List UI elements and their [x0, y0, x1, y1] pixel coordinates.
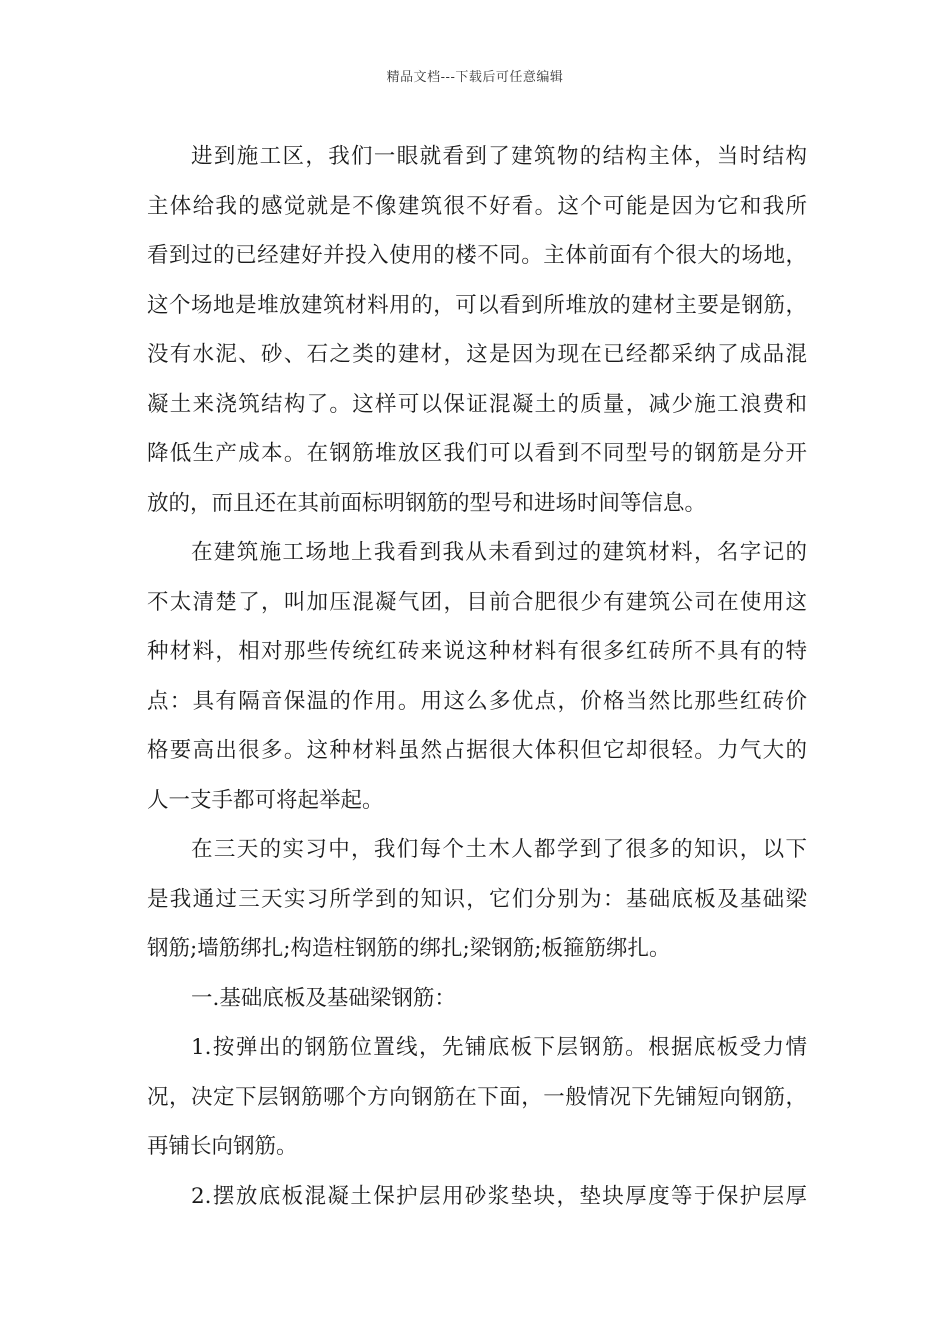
text-line: 放的，而且还在其前面标明钢筋的型号和进场时间等信息。: [147, 490, 707, 516]
text-line: 格要高出很多。这种材料虽然占据很大体积但它却很轻。力气大的: [147, 738, 807, 763]
text-line: 人一支手都可将起举起。: [147, 787, 384, 813]
text-line: 钢筋;墙筋绑扎;构造柱钢筋的绑扎;梁钢筋;板箍筋绑扎。: [147, 936, 671, 961]
text-line: 这个场地是堆放建筑材料用的，可以看到所堆放的建材主要是钢筋，: [147, 292, 807, 318]
text-line: 凝土来浇筑结构了。这样可以保证混凝土的质量，减少施工浪费和: [147, 391, 807, 417]
text-line: 降低生产成本。在钢筋堆放区我们可以看到不同型号的钢筋是分开: [147, 441, 807, 466]
text-line: 看到过的已经建好并投入使用的楼不同。主体前面有个很大的场地，: [147, 243, 807, 268]
text-line: 况，决定下层钢筋哪个方向钢筋在下面，一般情况下先铺短向钢筋，: [147, 1084, 807, 1110]
section-heading: 一.基础底板及基础梁钢筋：: [191, 985, 456, 1011]
text-line: 再铺长向钢筋。: [147, 1134, 298, 1159]
text-line: 没有水泥、砂、石之类的建材，这是因为现在已经都采纳了成品混: [147, 342, 807, 367]
text-line: 1.按弹出的钢筋位置线，先铺底板下层钢筋。根据底板受力情: [191, 1035, 807, 1060]
text-line: 点：具有隔音保温的作用。用这么多优点，价格当然比那些红砖价: [147, 688, 807, 714]
text-line: 是我通过三天实习所学到的知识，它们分别为：基础底板及基础梁: [147, 886, 807, 912]
text-line: 2.摆放底板混凝土保护层用砂浆垫块，垫块厚度等于保护层厚: [191, 1183, 807, 1209]
text-line: 主体给我的感觉就是不像建筑很不好看。这个可能是因为它和我所: [147, 193, 807, 219]
text-line: 进到施工区，我们一眼就看到了建筑物的结构主体，当时结构: [191, 144, 807, 169]
document-body: [147, 132, 807, 1221]
text-line: 在建筑施工场地上我看到我从未看到过的建筑材料，名字记的: [191, 540, 807, 565]
text-line: 不太清楚了，叫加压混凝气团，目前合肥很少有建筑公司在使用这: [147, 589, 807, 615]
page-header: 精品文档---下载后可任意编辑: [386, 70, 564, 85]
text-line: 种材料，相对那些传统红砖来说这种材料有很多红砖所不具有的特: [147, 639, 807, 664]
text-line: 在三天的实习中，我们每个土木人都学到了很多的知识，以下: [191, 837, 807, 862]
